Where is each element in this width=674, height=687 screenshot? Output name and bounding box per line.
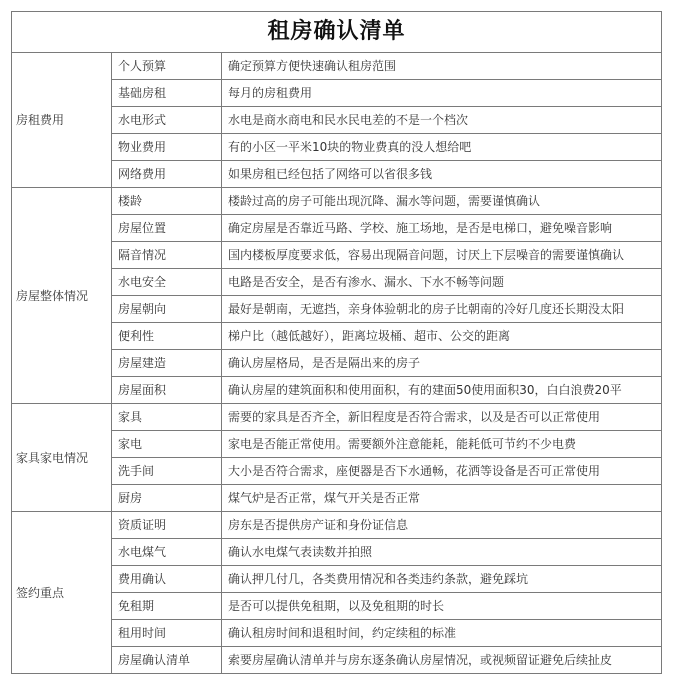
checklist-item: 楼龄 <box>112 188 222 215</box>
table-row <box>12 404 662 431</box>
checklist-item: 家具 <box>112 404 222 431</box>
table-row <box>12 53 662 80</box>
section-category: 签约重点 <box>12 512 112 674</box>
checklist-description: 国内楼板厚度要求低，容易出现隔音问题，讨厌上下层噪音的需要谨慎确认 <box>222 242 662 269</box>
checklist-description: 确认房屋格局，是否是隔出来的房子 <box>222 350 662 377</box>
checklist-description: 电路是否安全，是否有渗水、漏水、下水不畅等问题 <box>222 269 662 296</box>
checklist-item: 水电煤气 <box>112 539 222 566</box>
page-title: 租房确认清单 <box>12 12 662 53</box>
checklist-item: 房屋确认清单 <box>112 647 222 674</box>
section-category: 家具家电情况 <box>12 404 112 512</box>
checklist-item: 租用时间 <box>112 620 222 647</box>
checklist-description: 水电是商水商电和民水民电差的不是一个档次 <box>222 107 662 134</box>
checklist-item: 家电 <box>112 431 222 458</box>
checklist-description: 有的小区一平米10块的物业费真的没人想给吧 <box>222 134 662 161</box>
checklist-description: 确定预算方便快速确认租房范围 <box>222 53 662 80</box>
checklist-description: 每月的房租费用 <box>222 80 662 107</box>
checklist-description: 家电是否能正常使用。需要额外注意能耗，能耗低可节约不少电费 <box>222 431 662 458</box>
section-category: 房屋整体情况 <box>12 188 112 404</box>
checklist-item: 物业费用 <box>112 134 222 161</box>
rental-checklist-table <box>11 11 662 674</box>
checklist-description: 确认押几付几，各类费用情况和各类违约条款，避免踩坑 <box>222 566 662 593</box>
checklist-item: 房屋建造 <box>112 350 222 377</box>
checklist-description: 房东是否提供房产证和身份证信息 <box>222 512 662 539</box>
checklist-description: 梯户比（越低越好），距离垃圾桶、超市、公交的距离 <box>222 323 662 350</box>
checklist-description: 最好是朝南，无遮挡，亲身体验朝北的房子比朝南的冷好几度还长期没太阳 <box>222 296 662 323</box>
section-category: 房租费用 <box>12 53 112 188</box>
checklist-description: 煤气炉是否正常，煤气开关是否正常 <box>222 485 662 512</box>
checklist-description: 是否可以提供免租期，以及免租期的时长 <box>222 593 662 620</box>
checklist-item: 个人预算 <box>112 53 222 80</box>
checklist-item: 隔音情况 <box>112 242 222 269</box>
checklist-item: 资质证明 <box>112 512 222 539</box>
checklist-description: 楼龄过高的房子可能出现沉降、漏水等问题，需要谨慎确认 <box>222 188 662 215</box>
checklist-item: 便利性 <box>112 323 222 350</box>
checklist-item: 房屋面积 <box>112 377 222 404</box>
checklist-item: 网络费用 <box>112 161 222 188</box>
checklist-description: 确认房屋的建筑面积和使用面积，有的建面50使用面积30，白白浪费20平 <box>222 377 662 404</box>
checklist-description: 索要房屋确认清单并与房东逐条确认房屋情况，或视频留证避免后续扯皮 <box>222 647 662 674</box>
checklist-item: 费用确认 <box>112 566 222 593</box>
checklist-item: 水电形式 <box>112 107 222 134</box>
checklist-item: 水电安全 <box>112 269 222 296</box>
table-row <box>12 188 662 215</box>
checklist-description: 确认租房时间和退租时间，约定续租的标准 <box>222 620 662 647</box>
checklist-description: 确认水电煤气表读数并拍照 <box>222 539 662 566</box>
checklist-item: 基础房租 <box>112 80 222 107</box>
checklist-description: 确定房屋是否靠近马路、学校、施工场地，是否是电梯口，避免噪音影响 <box>222 215 662 242</box>
checklist-description: 需要的家具是否齐全，新旧程度是否符合需求，以及是否可以正常使用 <box>222 404 662 431</box>
checklist-item: 房屋朝向 <box>112 296 222 323</box>
checklist-description: 如果房租已经包括了网络可以省很多钱 <box>222 161 662 188</box>
checklist-item: 免租期 <box>112 593 222 620</box>
table-row <box>12 512 662 539</box>
checklist-item: 洗手间 <box>112 458 222 485</box>
checklist-description: 大小是否符合需求，座便器是否下水通畅，花洒等设备是否可正常使用 <box>222 458 662 485</box>
checklist-item: 厨房 <box>112 485 222 512</box>
title-row <box>12 12 662 53</box>
checklist-item: 房屋位置 <box>112 215 222 242</box>
